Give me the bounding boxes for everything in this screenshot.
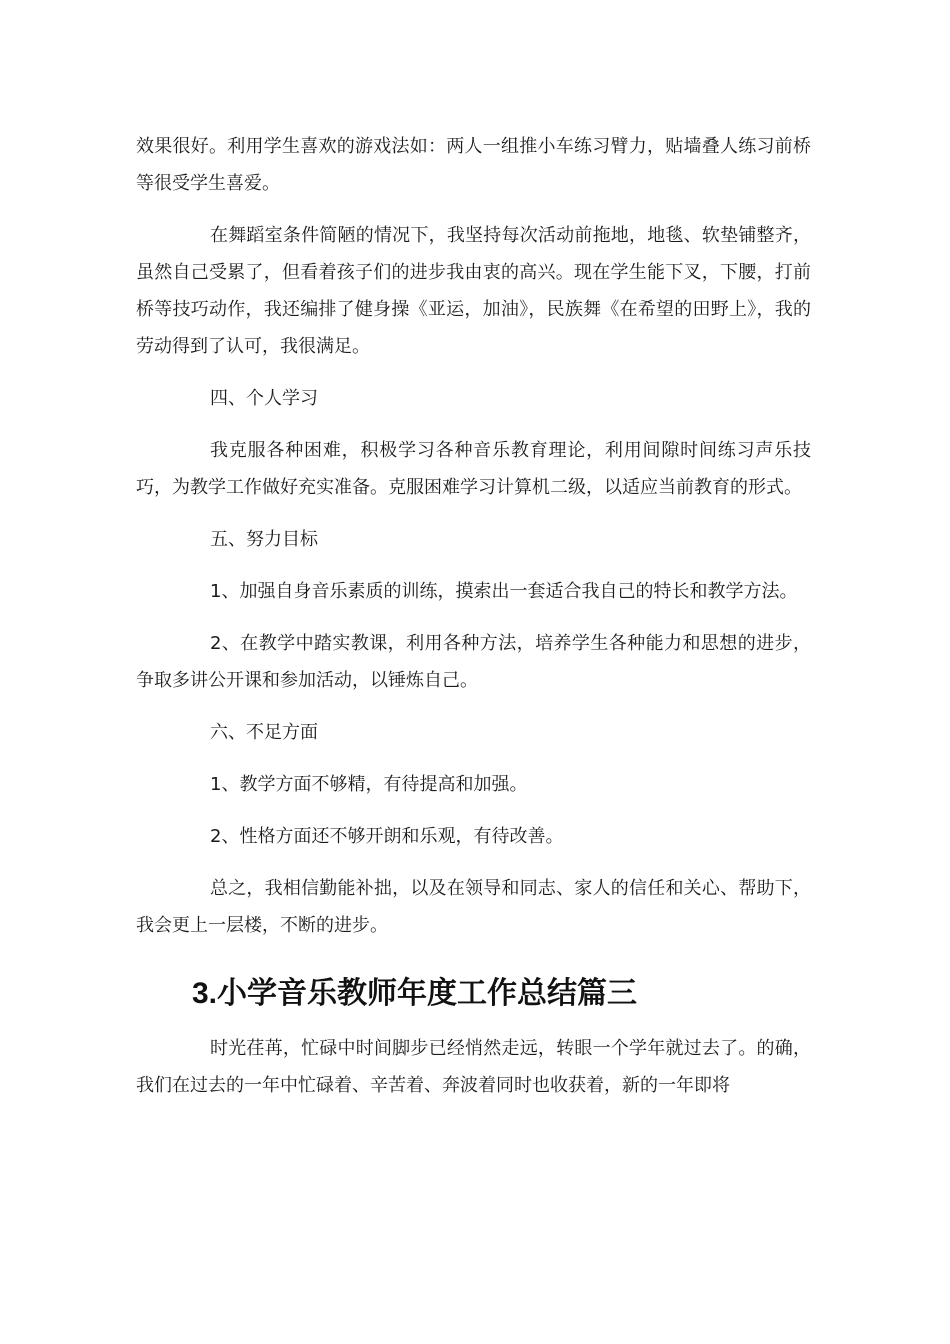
goal-item-2: 2、在教学中踏实教课，利用各种方法，培养学生各种能力和思想的进步，争取多讲公开课和参加活动，以锤炼自己。 xyxy=(136,633,811,691)
paragraph-dance-room: 在舞蹈室条件简陋的情况下，我坚持每次活动前拖地，地毯、软垫铺整齐，虽然自己受累了，但看着孩子们的进步我由衷的高兴。现在学生能下叉，下腰，打前桥等技巧动作，我还编排了健身操《亚运，加油》，民族舞《在希望的田野上》，我的劳动得到了认可，我很满足。 xyxy=(136,225,811,357)
section-title-personal-study: 四、个人学习 xyxy=(210,388,318,409)
section-title-shortcomings: 六、不足方面 xyxy=(210,722,318,743)
shortcoming-item-2: 2、性格方面还不够开朗和乐观，有待改善。 xyxy=(210,826,564,847)
section-title-goals: 五、努力目标 xyxy=(210,529,318,550)
paragraph-personal-study: 我克服各种困难，积极学习各种音乐教育理论，利用间隙时间练习声乐技巧，为教学工作做好充实准备。克服困难学习计算机二级，以适应当前教育的形式。 xyxy=(136,440,811,498)
section-heading: 3.小学音乐教师年度工作总结篇三 xyxy=(192,977,638,1010)
paragraph-continuation: 效果很好。利用学生喜欢的游戏法如：两人一组推小车练习臂力，贴墙叠人练习前桥等很受学生喜爱。 xyxy=(136,136,811,194)
goal-item-1: 1、加强自身音乐素质的训练，摸索出一套适合我自己的特长和教学方法。 xyxy=(210,581,798,602)
shortcoming-item-1: 1、教学方面不够精，有待提高和加强。 xyxy=(210,774,528,795)
document-page xyxy=(136,128,811,1104)
paragraph-intro-part3: 时光荏苒，忙碌中时间脚步已经悄然走远，转眼一个学年就过去了。的确，我们在过去的一年中忙碌着、辛苦着、奔波着同时也收获着，新的一年即将 xyxy=(136,1038,811,1096)
paragraph-conclusion: 总之，我相信勤能补拙，以及在领导和同志、家人的信任和关心、帮助下，我会更上一层楼，不断的进步。 xyxy=(136,878,811,936)
